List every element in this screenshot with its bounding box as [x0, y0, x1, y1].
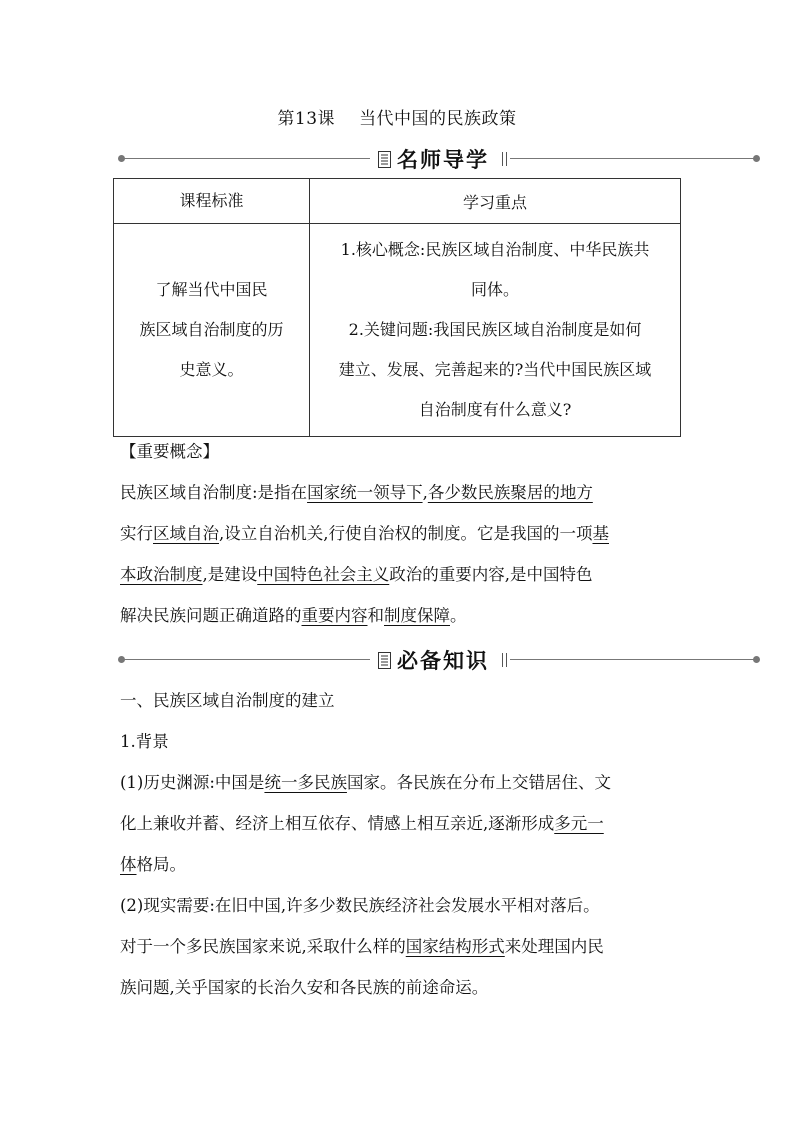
section-header-guide [120, 143, 758, 175]
section-title: 必备知识 [397, 649, 489, 673]
book-icon [378, 652, 391, 669]
concept-line: 本政治制度,是建设中国特色社会主义政治的重要内容,是中国特色 [120, 565, 593, 584]
concept-label: 【重要概念】 [120, 442, 219, 461]
knowledge-block [120, 680, 680, 1008]
paragraph-line: 体格局。 [120, 855, 186, 874]
standard-cell: 了解当代中国民 族区域自治制度的历 史意义。 [114, 224, 310, 437]
paragraph-line: 化上兼收并蓄、经济上相互依存、情感上相互亲近,逐渐形成多元一 [120, 814, 604, 833]
section-title: 名师导学 [397, 148, 489, 172]
heading-level1: 一、民族区域自治制度的建立 [120, 691, 335, 710]
concept-line: 解决民族问题正确道路的重要内容和制度保障。 [120, 606, 467, 625]
curriculum-table [113, 178, 681, 437]
header-standard: 课程标准 [114, 179, 310, 224]
book-icon [378, 151, 391, 168]
header-focus: 学习重点 [310, 179, 681, 224]
focus-cell: 1.核心概念:民族区域自治制度、中华民族共 同体。 2.关键问题:我国民族区域自治制度是如何 建立、发展、完善起来的?当代中国民族区域 自治制度有什么意义? [310, 224, 681, 437]
paragraph-line: 族问题,关乎国家的长治久安和各民族的前途命运。 [120, 978, 489, 997]
concept-line: 民族区域自治制度:是指在国家统一领导下,各少数民族聚居的地方 [120, 483, 593, 502]
paragraph-line: (2)现实需要:在旧中国,许多少数民族经济社会发展水平相对落后。 [120, 896, 600, 915]
paragraph-line: 对于一个多民族国家来说,采取什么样的国家结构形式来处理国内民 [120, 937, 604, 956]
heading-level2: 1.背景 [120, 732, 169, 751]
lesson-title [0, 104, 794, 129]
lesson-number: 第13课 [277, 109, 336, 129]
lesson-name: 当代中国的民族政策 [359, 109, 517, 129]
section-header-knowledge [120, 644, 758, 676]
concept-line: 实行区域自治,设立自治机关,行使自治权的制度。它是我国的一项基 [120, 524, 609, 543]
concept-block [120, 431, 680, 636]
paragraph-line: (1)历史渊源:中国是统一多民族国家。各民族在分布上交错居住、文 [120, 773, 611, 792]
